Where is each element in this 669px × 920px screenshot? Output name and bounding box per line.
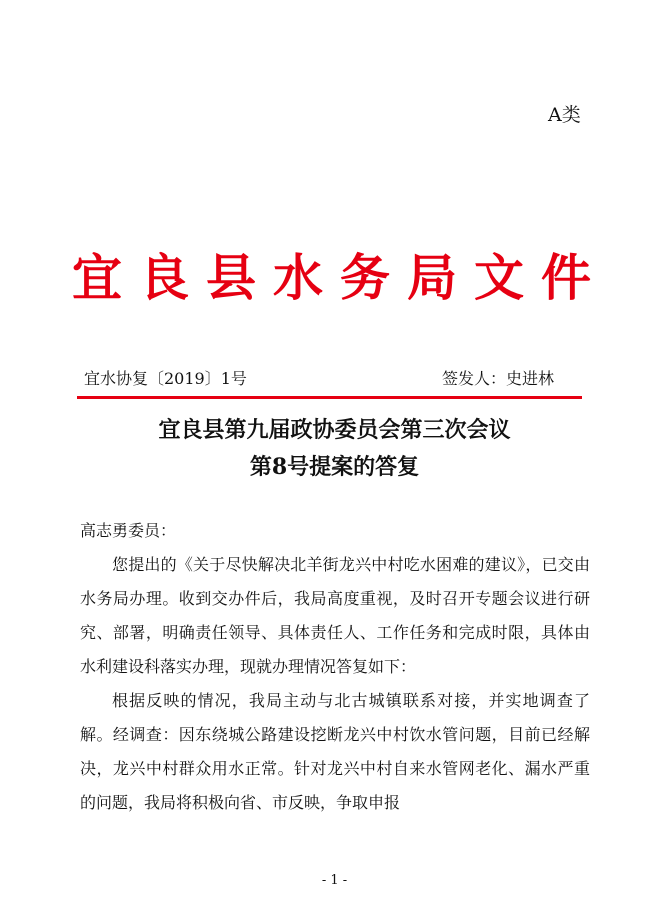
document-title-line-1: 宜良县第九届政协委员会第三次会议 — [158, 417, 511, 443]
document-masthead: 宜良县水务局文件 — [72, 248, 608, 307]
body-paragraph-1: 您提出的《关于尽快解决北羊街龙兴中村吃水困难的建议》，已交由水务局办理。收到交办件后，我局高度重视，及时召开专题会议进行研究、部署，明确责任领导、具体责任人、工作任务和完成时限，具体由水利建设科落实办理，现就办理情况答复如下： — [80, 555, 590, 676]
body-paragraph-2: 根据反映的情况，我局主动与北古城镇联系对接，并实地调查了解。经调查：因东绕城公路建设挖断龙兴中村饮水管问题，目前已经解决，龙兴中村群众用水正常。针对龙兴中村自来水管网老化、漏水严重的问题，我局将积极向省、市反映，争取申报 — [80, 691, 590, 812]
red-divider-line — [77, 396, 582, 399]
page-number: - 1 - — [321, 873, 348, 888]
classification-label: A类 — [548, 104, 581, 126]
salutation: 高志勇委员： — [80, 521, 177, 540]
document-title-line-2: 第8号提案的答复 — [249, 454, 420, 480]
signer-label: 签发人：史进林 — [442, 369, 555, 388]
document-number: 宜水协复〔2019〕1号 — [84, 369, 247, 388]
document-body — [80, 514, 590, 820]
